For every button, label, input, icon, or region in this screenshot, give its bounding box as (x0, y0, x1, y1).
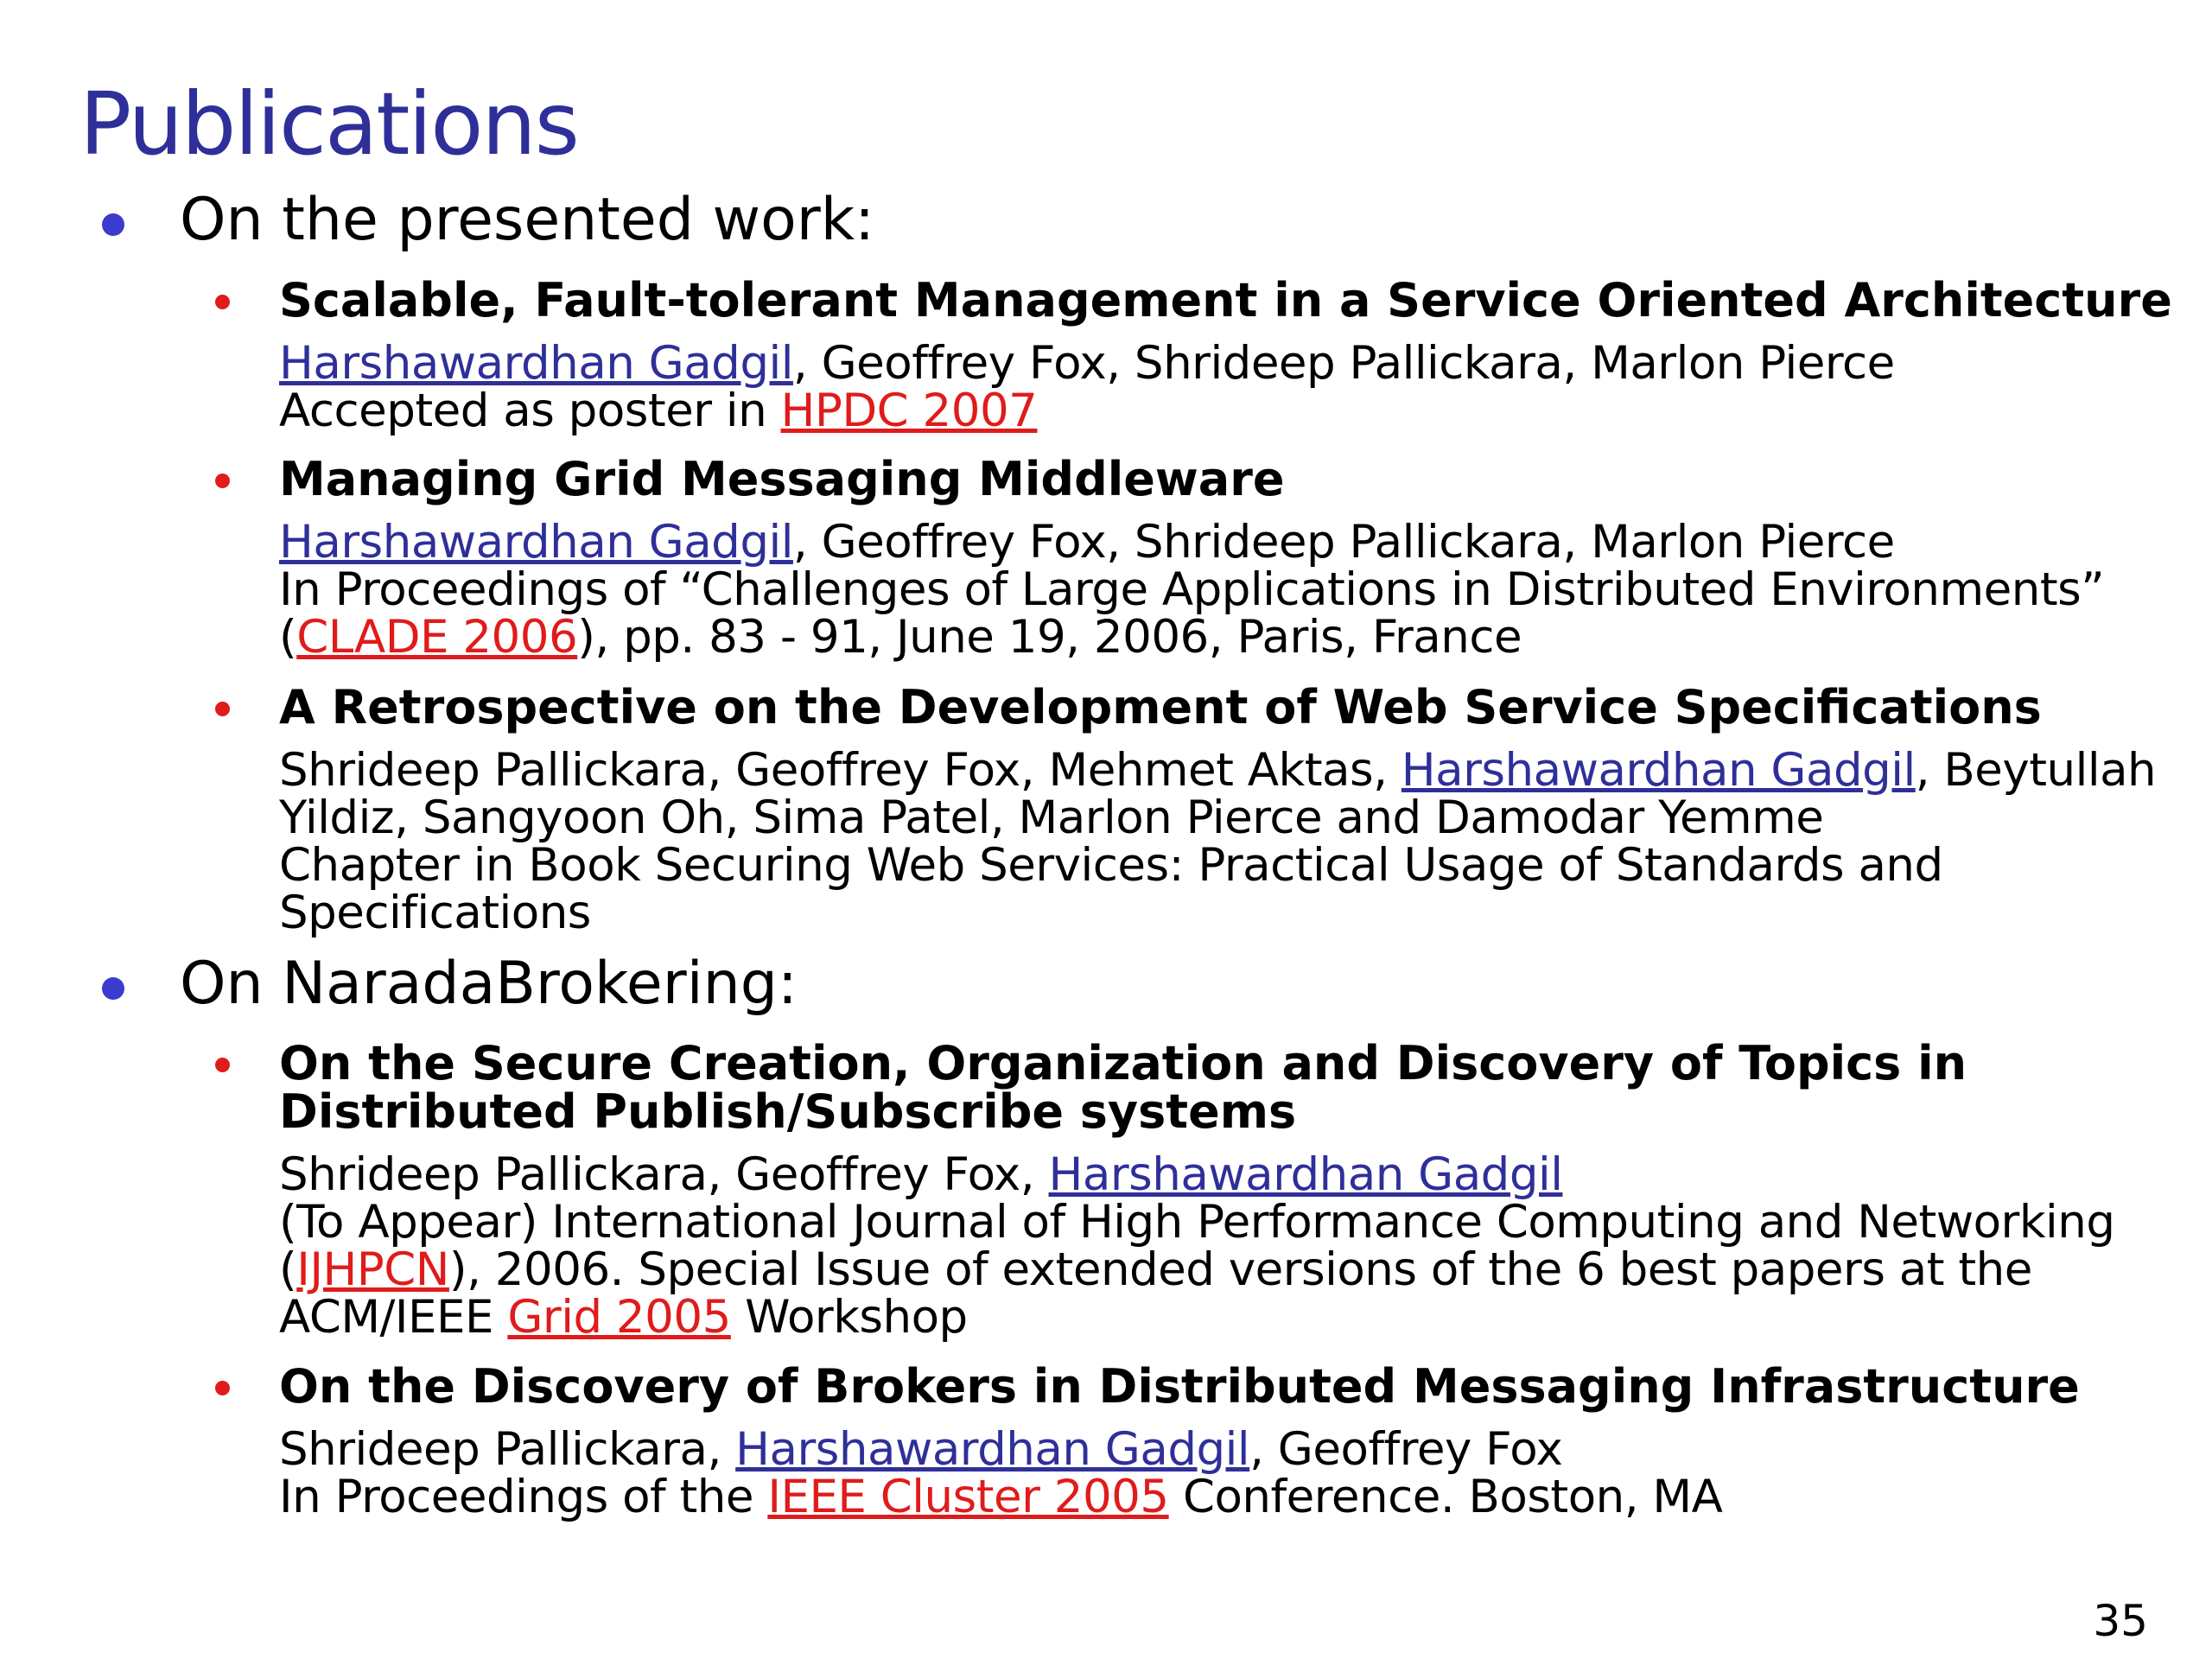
venue-text: ), 2006. Special Issue of extended versions of the 6 best papers at the (448, 1243, 2032, 1296)
venue-line (279, 1243, 2115, 1296)
authors-text: Shrideep Pallickara, Geoffrey Fox, (279, 1148, 1049, 1201)
venue-link-grid-2005[interactable]: Grid 2005 (507, 1291, 731, 1344)
pub-title-secure-topics (279, 1036, 1967, 1139)
authors-text: , Beytullah (1915, 744, 2157, 797)
venue-link-hpdc-2007[interactable]: HPDC 2007 (780, 385, 1038, 437)
venue-line: (To Appear) International Journal of High Performance Computing and Networking (279, 1196, 2115, 1249)
venue-line (279, 1473, 1722, 1521)
venue-text: ), pp. 83 - 91, June 19, 2006, Paris, France (577, 611, 1522, 664)
pub-details-ws-retrospective (279, 744, 2157, 939)
section-heading-naradabrokering: On NaradaBrokering: (180, 950, 798, 1018)
authors-text: Shrideep Pallickara, Geoffrey Fox, Mehmet Aktas, (279, 744, 1402, 797)
item-bullet (215, 474, 230, 488)
venue-text: Accepted as poster in (279, 385, 781, 437)
venue-line (279, 1291, 2115, 1344)
venue-line (279, 611, 2104, 664)
author-link-gadgil[interactable]: Harshawardhan Gadgil (1401, 744, 1916, 797)
authors-text: , Geoffrey Fox, Shrideep Pallickara, Marlon Pierce (792, 516, 1895, 569)
authors-line (279, 1423, 1722, 1476)
venue-text: ( (279, 611, 297, 664)
section-bullet (102, 977, 124, 1000)
pub-details-broker-discovery (279, 1423, 1723, 1523)
section-bullet (102, 213, 124, 236)
venue-link-ieee-cluster-2005[interactable]: IEEE Cluster 2005 (767, 1471, 1169, 1523)
pub-details-grid-messaging (279, 516, 2105, 664)
venue-text: Workshop (730, 1291, 968, 1344)
item-bullet (215, 1058, 230, 1072)
authors-text: Shrideep Pallickara, (279, 1423, 736, 1476)
pub-title-ws-retrospective: A Retrospective on the Development of Web Service Specifications (279, 680, 2042, 734)
venue-line: In Proceedings of “Challenges of Large Applications in Distributed Environments” (279, 563, 2105, 616)
venue-link-clade-2006[interactable]: CLADE 2006 (296, 611, 578, 664)
authors-line: Yildiz, Sangyoon Oh, Sima Patel, Marlon Pierce and Damodar Yemme (279, 791, 1824, 844)
authors-line (279, 337, 1895, 390)
venue-line: Specifications (279, 887, 591, 939)
venue-line: Chapter in Book Securing Web Services: Practical Usage of Standards and (279, 839, 1943, 892)
slide-title: Publications (79, 73, 578, 175)
venue-text: ( (279, 1243, 297, 1296)
item-bullet (215, 702, 230, 716)
pub-details-scalable-management (279, 337, 1895, 437)
venue-text: Conference. Boston, MA (1168, 1471, 1723, 1523)
page-number: 35 (2093, 1596, 2148, 1646)
venue-text: In Proceedings of the (279, 1471, 768, 1523)
section-heading-presented-work: On the presented work: (180, 186, 875, 254)
author-link-gadgil[interactable]: Harshawardhan Gadgil (1048, 1148, 1563, 1201)
title-line: Distributed Publish/Subscribe systems (279, 1084, 1297, 1139)
pub-title-grid-messaging: Managing Grid Messaging Middleware (279, 452, 1285, 506)
authors-line (279, 744, 2157, 797)
authors-line (279, 516, 2104, 569)
pub-title-broker-discovery: On the Discovery of Brokers in Distributed Messaging Infrastructure (279, 1359, 2080, 1414)
pub-title-scalable-management: Scalable, Fault-tolerant Management in a Service Oriented Architecture (279, 273, 2172, 327)
authors-text: , Geoffrey Fox, Shrideep Pallickara, Marlon Pierce (792, 337, 1895, 390)
venue-link-ijhpcn[interactable]: IJHPCN (296, 1243, 449, 1296)
author-link-gadgil[interactable]: Harshawardhan Gadgil (279, 516, 793, 569)
pub-details-secure-topics (279, 1148, 2115, 1344)
venue-text: ACM/IEEE (279, 1291, 508, 1344)
title-line: On the Secure Creation, Organization and Discovery of Topics in (279, 1036, 1967, 1090)
author-link-gadgil[interactable]: Harshawardhan Gadgil (279, 337, 793, 390)
item-bullet (215, 295, 230, 309)
authors-line (279, 1148, 2115, 1201)
author-link-gadgil[interactable]: Harshawardhan Gadgil (735, 1423, 1250, 1476)
authors-text: , Geoffrey Fox (1249, 1423, 1563, 1476)
venue-line (279, 387, 1895, 435)
item-bullet (215, 1381, 230, 1395)
